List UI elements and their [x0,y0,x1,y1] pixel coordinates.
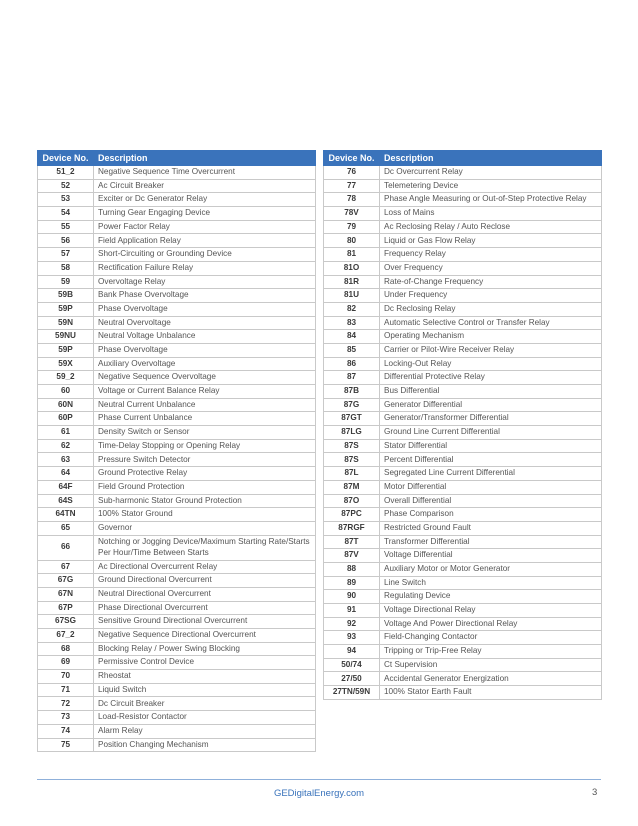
device-number-cell: 60N [38,398,94,412]
device-number-cell: 80 [324,234,380,248]
table-row [38,711,316,725]
description-cell: Differential Protective Relay [380,371,602,385]
device-number-cell: 65 [38,521,94,535]
description-cell: Neutral Voltage Unbalance [94,330,316,344]
device-number-cell: 87RGF [324,521,380,535]
description-cell: Restricted Ground Fault [380,521,602,535]
table-row [38,343,316,357]
description-cell: Telemetering Device [380,179,602,193]
description-cell: Notching or Jogging Device/Maximum Starting Rate/Starts Per Hour/Time Between Starts [94,535,316,560]
device-number-cell: 64 [38,467,94,481]
table-row [324,330,602,344]
device-number-cell: 78V [324,207,380,221]
device-number-cell: 54 [38,207,94,221]
table-row [38,521,316,535]
table-row [38,601,316,615]
description-cell: Voltage And Power Directional Relay [380,617,602,631]
table-row [38,480,316,494]
table-row [324,385,602,399]
table-header-row [38,151,316,166]
table-row [324,453,602,467]
description-cell: Ct Supervision [380,658,602,672]
table-row [38,330,316,344]
description-cell: Turning Gear Engaging Device [94,207,316,221]
table-row [38,289,316,303]
table-row [38,656,316,670]
device-number-cell: 67 [38,560,94,574]
table-row [324,467,602,481]
table-row [324,166,602,180]
table-row [324,494,602,508]
table-row [38,560,316,574]
table-row [38,248,316,262]
table-row [324,179,602,193]
device-number-cell: 87S [324,453,380,467]
description-cell: Rate-of-Change Frequency [380,275,602,289]
device-number-cell: 59P [38,302,94,316]
device-number-cell: 57 [38,248,94,262]
description-cell: 100% Stator Earth Fault [380,686,602,700]
device-number-cell: 58 [38,261,94,275]
description-cell: Auxiliary Overvoltage [94,357,316,371]
table-row [324,371,602,385]
table-row [324,261,602,275]
description-cell: Dc Circuit Breaker [94,697,316,711]
description-cell: Auxiliary Motor or Motor Generator [380,562,602,576]
device-number-cell: 64TN [38,508,94,522]
description-cell: Short-Circuiting or Grounding Device [94,248,316,262]
device-number-cell: 53 [38,193,94,207]
device-number-cell: 93 [324,631,380,645]
table-row [38,261,316,275]
description-cell: Bus Differential [380,385,602,399]
device-number-cell: 64F [38,480,94,494]
device-number-cell: 77 [324,179,380,193]
table-header-row [324,151,602,166]
device-number-cell: 82 [324,302,380,316]
table-row [38,439,316,453]
table-row [324,234,602,248]
description-cell: Loss of Mains [380,207,602,221]
table-row [324,508,602,522]
device-number-cell: 87PC [324,508,380,522]
description-cell: Permissive Control Device [94,656,316,670]
table-row [324,302,602,316]
device-number-cell: 63 [38,453,94,467]
table-row [324,549,602,563]
table-row [324,521,602,535]
description-cell: Alarm Relay [94,724,316,738]
table-row [324,426,602,440]
device-number-cell: 61 [38,426,94,440]
table-row [38,508,316,522]
footer-website-link[interactable]: GEDigitalEnergy.com [273,788,365,799]
table-row [324,617,602,631]
description-cell: Phase Angle Measuring or Out-of-Step Protective Relay [380,193,602,207]
table-row [324,576,602,590]
table-row [38,670,316,684]
device-number-cell: 81O [324,261,380,275]
description-cell: Phase Overvoltage [94,343,316,357]
table-row [38,587,316,601]
description-cell: Under Frequency [380,289,602,303]
device-table-left-body [38,166,316,752]
description-cell: Rectification Failure Relay [94,261,316,275]
description-header: Description [380,151,602,166]
table-row [38,697,316,711]
description-cell: Negative Sequence Overvoltage [94,371,316,385]
device-number-cell: 66 [38,535,94,560]
table-row [324,248,602,262]
device-number-cell: 68 [38,642,94,656]
device-number-cell: 87S [324,439,380,453]
description-cell: Density Switch or Sensor [94,426,316,440]
description-cell: Operating Mechanism [380,330,602,344]
description-cell: Phase Directional Overcurrent [94,601,316,615]
description-cell: Blocking Relay / Power Swing Blocking [94,642,316,656]
device-table-right-body [324,166,602,700]
device-number-cell: 87V [324,549,380,563]
table-row [38,357,316,371]
description-cell: Field Ground Protection [94,480,316,494]
footer-divider [37,779,601,780]
description-cell: Liquid or Gas Flow Relay [380,234,602,248]
description-cell: Sensitive Ground Directional Overcurrent [94,615,316,629]
description-cell: Negative Sequence Time Overcurrent [94,166,316,180]
description-cell: Phase Comparison [380,508,602,522]
description-cell: Ac Circuit Breaker [94,179,316,193]
description-cell: Dc Reclosing Relay [380,302,602,316]
table-row [38,302,316,316]
device-number-cell: 87T [324,535,380,549]
table-row [38,166,316,180]
description-cell: Position Changing Mechanism [94,738,316,752]
description-cell: Tripping or Trip-Free Relay [380,645,602,659]
description-cell: Load-Resistor Contactor [94,711,316,725]
table-row [38,275,316,289]
table-row [324,535,602,549]
table-row [38,574,316,588]
table-row [38,467,316,481]
device-number-cell: 67P [38,601,94,615]
device-number-cell: 76 [324,166,380,180]
device-number-cell: 51_2 [38,166,94,180]
device-number-cell: 52 [38,179,94,193]
device-number-cell: 84 [324,330,380,344]
description-cell: Motor Differential [380,480,602,494]
description-cell: Ground Directional Overcurrent [94,574,316,588]
description-cell: Automatic Selective Control or Transfer Relay [380,316,602,330]
description-cell: Ac Directional Overcurrent Relay [94,560,316,574]
device-number-cell: 87 [324,371,380,385]
table-row [324,686,602,700]
device-table-right [323,150,602,700]
description-cell: Transformer Differential [380,535,602,549]
description-cell: Pressure Switch Detector [94,453,316,467]
table-row [324,631,602,645]
description-cell: Percent Differential [380,453,602,467]
table-row [38,193,316,207]
table-row [38,426,316,440]
device-number-cell: 70 [38,670,94,684]
device-number-cell: 87LG [324,426,380,440]
page-number: 3 [592,787,598,798]
device-number-cell: 81R [324,275,380,289]
table-row [38,234,316,248]
device-number-cell: 73 [38,711,94,725]
table-row [38,385,316,399]
description-cell: Carrier or Pilot-Wire Receiver Relay [380,343,602,357]
table-row [38,683,316,697]
device-table-left [37,150,316,752]
device-number-cell: 92 [324,617,380,631]
description-cell: Generator/Transformer Differential [380,412,602,426]
table-row [324,480,602,494]
device-number-cell: 75 [38,738,94,752]
device-number-cell: 59 [38,275,94,289]
device-number-cell: 81 [324,248,380,262]
description-cell: Segregated Line Current Differential [380,467,602,481]
description-cell: Ac Reclosing Relay / Auto Reclose [380,220,602,234]
device-number-cell: 27TN/59N [324,686,380,700]
table-row [38,398,316,412]
device-number-cell: 86 [324,357,380,371]
description-cell: Field-Changing Contactor [380,631,602,645]
table-row [324,398,602,412]
table-row [324,590,602,604]
device-number-cell: 78 [324,193,380,207]
description-cell: Governor [94,521,316,535]
description-cell: Generator Differential [380,398,602,412]
table-row [324,562,602,576]
description-cell: Overvoltage Relay [94,275,316,289]
device-number-cell: 79 [324,220,380,234]
device-number-cell: 87G [324,398,380,412]
table-row [324,439,602,453]
table-row [324,207,602,221]
device-number-cell: 60 [38,385,94,399]
device-number-cell: 55 [38,220,94,234]
description-cell: Phase Overvoltage [94,302,316,316]
table-row [324,343,602,357]
description-cell: Neutral Overvoltage [94,316,316,330]
device-number-cell: 67N [38,587,94,601]
table-row [38,738,316,752]
device-number-cell: 85 [324,343,380,357]
device-number-cell: 27/50 [324,672,380,686]
device-number-cell: 59NU [38,330,94,344]
table-row [324,289,602,303]
description-cell: Over Frequency [380,261,602,275]
description-cell: Neutral Directional Overcurrent [94,587,316,601]
device-number-cell: 89 [324,576,380,590]
description-cell: Regulating Device [380,590,602,604]
device-number-cell: 94 [324,645,380,659]
description-cell: Negative Sequence Directional Overcurrent [94,629,316,643]
description-header: Description [94,151,316,166]
device-number-cell: 87M [324,480,380,494]
description-cell: Stator Differential [380,439,602,453]
description-cell: Dc Overcurrent Relay [380,166,602,180]
device-number-cell: 50/74 [324,658,380,672]
table-row [38,615,316,629]
device-number-cell: 83 [324,316,380,330]
table-row [38,629,316,643]
table-row [38,220,316,234]
description-cell: Phase Current Unbalance [94,412,316,426]
device-number-cell: 59N [38,316,94,330]
description-cell: Locking-Out Relay [380,357,602,371]
device-number-cell: 62 [38,439,94,453]
table-row [324,645,602,659]
device-number-cell: 74 [38,724,94,738]
device-number-cell: 67SG [38,615,94,629]
device-number-cell: 91 [324,604,380,618]
device-number-cell: 56 [38,234,94,248]
description-cell: Bank Phase Overvoltage [94,289,316,303]
table-row [324,604,602,618]
table-row [38,179,316,193]
description-cell: Ground Protective Relay [94,467,316,481]
description-cell: Time-Delay Stopping or Opening Relay [94,439,316,453]
device-number-cell: 87O [324,494,380,508]
description-cell: Power Factor Relay [94,220,316,234]
device-no-header: Device No. [38,151,94,166]
description-cell: Ground Line Current Differential [380,426,602,440]
device-number-cell: 59P [38,343,94,357]
table-row [38,724,316,738]
description-cell: 100% Stator Ground [94,508,316,522]
table-row [38,453,316,467]
description-cell: Overall Differential [380,494,602,508]
description-cell: Voltage or Current Balance Relay [94,385,316,399]
description-cell: Liquid Switch [94,683,316,697]
description-cell: Neutral Current Unbalance [94,398,316,412]
table-row [38,371,316,385]
device-number-cell: 64S [38,494,94,508]
device-number-cell: 59X [38,357,94,371]
table-row [38,642,316,656]
description-cell: Line Switch [380,576,602,590]
description-cell: Rheostat [94,670,316,684]
device-number-cell: 69 [38,656,94,670]
device-number-cell: 60P [38,412,94,426]
description-cell: Sub-harmonic Stator Ground Protection [94,494,316,508]
device-number-cell: 67_2 [38,629,94,643]
description-cell: Voltage Differential [380,549,602,563]
device-number-cell: 59_2 [38,371,94,385]
description-cell: Voltage Directional Relay [380,604,602,618]
device-number-cell: 87B [324,385,380,399]
description-cell: Exciter or Dc Generator Relay [94,193,316,207]
table-row [38,316,316,330]
table-row [324,275,602,289]
table-row [38,535,316,560]
device-no-header: Device No. [324,151,380,166]
table-row [324,316,602,330]
description-cell: Accidental Generator Energization [380,672,602,686]
device-number-cell: 81U [324,289,380,303]
table-row [324,658,602,672]
device-number-cell: 87L [324,467,380,481]
device-number-cell: 90 [324,590,380,604]
device-number-cell: 59B [38,289,94,303]
device-number-cell: 88 [324,562,380,576]
table-row [38,494,316,508]
table-row [324,193,602,207]
device-number-cell: 72 [38,697,94,711]
table-row [324,412,602,426]
description-cell: Frequency Relay [380,248,602,262]
table-row [38,412,316,426]
device-number-cell: 71 [38,683,94,697]
device-number-cell: 87GT [324,412,380,426]
table-row [324,220,602,234]
table-row [324,672,602,686]
table-row [324,357,602,371]
device-number-cell: 67G [38,574,94,588]
table-row [38,207,316,221]
description-cell: Field Application Relay [94,234,316,248]
